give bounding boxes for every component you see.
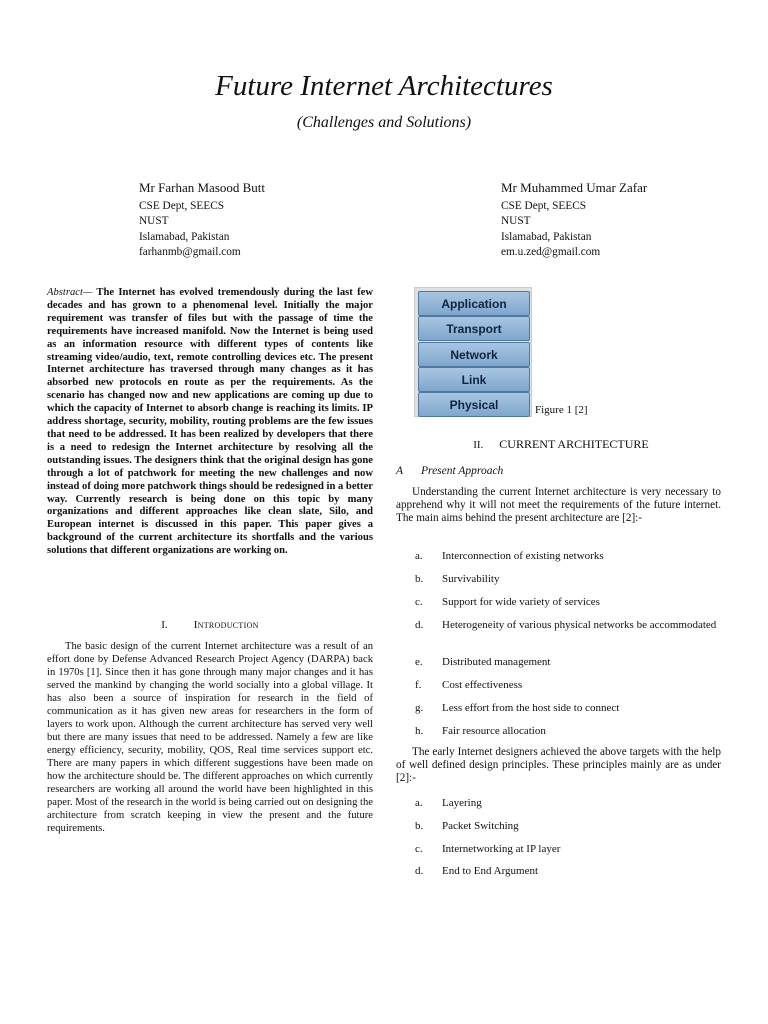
list-marker: b.: [415, 820, 424, 832]
list-item-text: Packet Switching: [442, 820, 519, 832]
abstract: [47, 287, 373, 558]
section-heading-introduction: [47, 619, 373, 631]
author-dept: CSE Dept, SEECS: [139, 199, 225, 212]
layer-transport: Transport: [418, 316, 530, 341]
author-email: farhanmb@gmail.com: [139, 246, 241, 258]
subsection-title: Present Approach: [421, 465, 504, 477]
list-item-text: Fair resource allocation: [442, 725, 546, 737]
author-block-1: [139, 180, 265, 261]
section-heading-current-architecture: [396, 437, 726, 452]
list-item-text: Interconnection of existing networks: [442, 550, 604, 562]
list-marker: b.: [415, 573, 424, 585]
list-marker: a.: [415, 550, 423, 562]
layer-link: Link: [418, 367, 530, 392]
present-approach-paragraph: [396, 486, 721, 526]
list-marker: c.: [415, 596, 423, 608]
section-title: CURRENT ARCHITECTURE: [499, 437, 649, 451]
introduction-paragraph: The basic design of the current Internet architecture was a result of an effort done by Defense Advanced Research Project Agency (DARPA) back in 1970s [1]. Since then it has gone through many major changes and it has served the mankind by changing the world socially into a global village. It has also been a source of inspiration for research in the field of communication as it has given new areas for researchers in the form of layers to work upon. Although the current architecture has served very well but there are many issues that need to be addressed. Namely a few are like energy efficiency, security, mobility, QOS, Real time services support etc. There are many papers in which different suggestions have been made on how the architecture should be. The different approaches on which currently researchers are working all around the world have been highlighted in this paper. Most of the research in the world is being carried out on designing the architecture from scratch keeping in view the present and the future requirements.: [47, 641, 373, 834]
author-city: Islamabad, Pakistan: [501, 230, 592, 243]
list-marker: d.: [415, 865, 424, 877]
paper-subtitle: (Challenges and Solutions): [296, 114, 472, 131]
paper-title: Future Internet Architectures: [215, 70, 553, 102]
figure-caption: Figure 1 [2]: [535, 404, 588, 416]
abstract-label: Abstract—: [47, 287, 93, 298]
author-name: Mr Muhammed Umar Zafar: [501, 180, 648, 195]
list-marker: a.: [415, 797, 423, 809]
author-org: NUST: [139, 215, 169, 227]
paragraph-text: Understanding the current Internet architecture is very necessary to apprehend why it will not meet the requirements of the future internet. The main aims behind the present architecture are [2]:-: [396, 486, 721, 525]
list-marker: c.: [415, 843, 423, 855]
list-marker: f.: [415, 679, 422, 691]
design-principles-paragraph: [396, 746, 721, 786]
list-item-text: Survivability: [442, 573, 500, 585]
subsection-heading: [396, 465, 503, 477]
list-item-text: Layering: [442, 797, 482, 809]
list-marker: h.: [415, 725, 424, 737]
list-marker: d.: [415, 619, 424, 631]
author-email: em.u.zed@gmail.com: [501, 246, 601, 258]
list-item-text: Distributed management: [442, 656, 551, 668]
subsection-letter: A: [396, 465, 404, 477]
layer-physical: Physical: [418, 392, 530, 417]
author-block-2: [501, 180, 647, 261]
list-item-text: Less effort from the host side to connect: [442, 702, 620, 714]
list-item-text: End to End Argument: [442, 865, 539, 877]
introduction-body: [47, 640, 373, 835]
layer-stack-figure: [414, 287, 532, 417]
list-item-text: Support for wide variety of services: [442, 596, 600, 608]
section-number: I.: [161, 619, 168, 631]
author-org: NUST: [501, 215, 531, 227]
layer-application: Application: [418, 291, 530, 316]
section-number: II.: [473, 439, 484, 451]
author-name: Mr Farhan Masood Butt: [139, 180, 266, 195]
layer-network: Network: [418, 342, 530, 367]
list-item-text: Heterogeneity of various physical networks be accommodated: [442, 619, 717, 631]
author-dept: CSE Dept, SEECS: [501, 199, 587, 212]
paragraph-text: The early Internet designers achieved the above targets with the help of well defined design principles. These principles mainly are as under [2]:-: [396, 746, 721, 785]
list-item-text: Internetworking at IP layer: [442, 843, 561, 855]
author-city: Islamabad, Pakistan: [139, 230, 230, 243]
list-marker: g.: [415, 702, 424, 714]
list-marker: e.: [415, 656, 423, 668]
section-title: Introduction: [193, 619, 259, 631]
abstract-text: The Internet has evolved tremendously during the last few decades and has grown to a phenomenal level. Initially the major requirement was transfer of files but with the passage of time the requirements have increased manifold. Now the Internet is being used as an information resource with different types of contents like streaming video/audio, text, remote controlling devices etc. The present Internet architecture has traversed through many changes as it has absorbed new protocols en route as per the requirements. As the scenario has changed now and new applications are coming up due to which the capacity of Internet to absorb change is reaching its limits. IP address shortage, security, mobility, routing problems are the few issues that need to be addressed. It has been realized by developers that there is a need to redesign the Internet architecture by resolving all the outstanding issues. The designers think that the original design has gone through a lot of patchwork for meeting the new challenges and now instead of doing more patchwork things should be redesigned in a better way. Currently research is being done on this topic by many organizations and different approaches like clean slate, Silo, and European internet is discussed in this paper. This paper gives a background of the current architecture its shortfalls and the various solutions that different organizations are working on.: [47, 287, 373, 557]
list-item-text: Cost effectiveness: [442, 679, 523, 691]
